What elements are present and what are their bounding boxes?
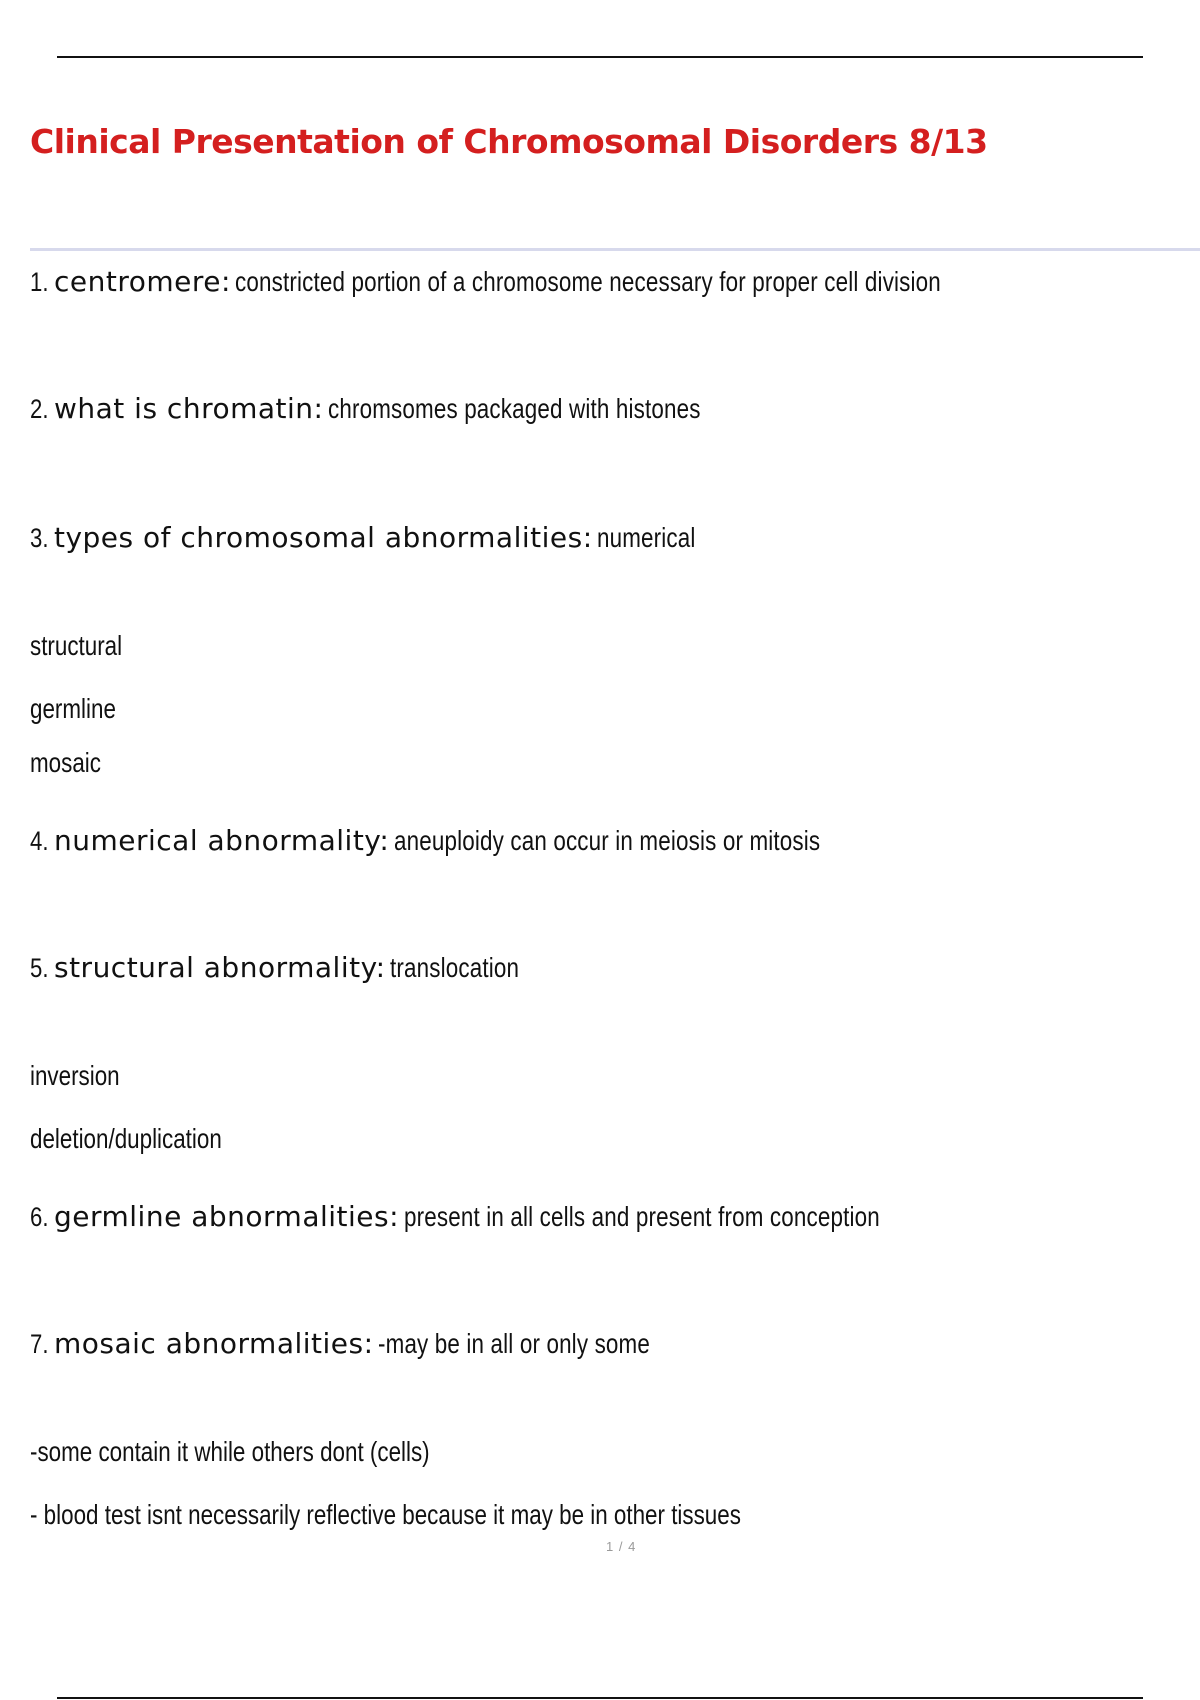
item-3-continuation-2: germline [30, 693, 116, 724]
item-term: germline abnormalities: [53, 1200, 400, 1233]
item-7-continuation-1: -some contain it while others dont (cells) [30, 1436, 430, 1467]
page-indicator: 1 / 4 [606, 1539, 637, 1554]
flashcard-item-1 [30, 265, 1118, 298]
item-definition: numerical [597, 522, 696, 553]
item-3-continuation-1: structural [30, 630, 123, 661]
item-term: structural abnormality: [53, 951, 386, 984]
flashcard-item-3 [30, 521, 720, 554]
item-definition: constricted portion of a chromosome necessary for proper cell division [235, 266, 942, 297]
flashcard-item-2 [30, 392, 794, 425]
item-definition: translocation [390, 952, 520, 983]
item-5-continuation-1: inversion [30, 1060, 120, 1091]
top-rule [57, 56, 1143, 58]
item-definition: present in all cells and present from conception [403, 1201, 880, 1232]
item-number: 7. [30, 1329, 49, 1359]
item-term: centromere: [53, 265, 231, 298]
item-definition: chromsomes packaged with histones [327, 393, 701, 424]
title-divider [30, 248, 1200, 251]
item-definition: -may be in all or only some [378, 1328, 650, 1359]
item-definition: aneuploidy can occur in meiosis or mitosis [393, 825, 821, 856]
flashcard-item-5 [30, 951, 551, 984]
bottom-rule [57, 1697, 1143, 1699]
item-term: mosaic abnormalities: [53, 1327, 374, 1360]
item-3-continuation-3: mosaic [30, 747, 101, 778]
flashcard-item-7 [30, 1327, 718, 1360]
item-term: what is chromatin: [53, 392, 324, 425]
item-number: 5. [30, 953, 49, 983]
document-title: Clinical Presentation of Chromosomal Disorders 8/13 [30, 122, 988, 161]
flashcard-item-6 [30, 1200, 998, 1233]
item-7-continuation-2: - blood test isnt necessarily reflective because it may be in other tissues [30, 1499, 741, 1530]
item-number: 1. [30, 267, 49, 297]
item-5-continuation-2: deletion/duplication [30, 1123, 222, 1154]
item-number: 6. [30, 1202, 49, 1232]
item-number: 4. [30, 826, 49, 856]
item-number: 3. [30, 523, 49, 553]
flashcard-item-4 [30, 824, 927, 857]
item-term: types of chromosomal abnormalities: [53, 521, 593, 554]
item-number: 2. [30, 394, 49, 424]
item-term: numerical abnormality: [53, 824, 390, 857]
